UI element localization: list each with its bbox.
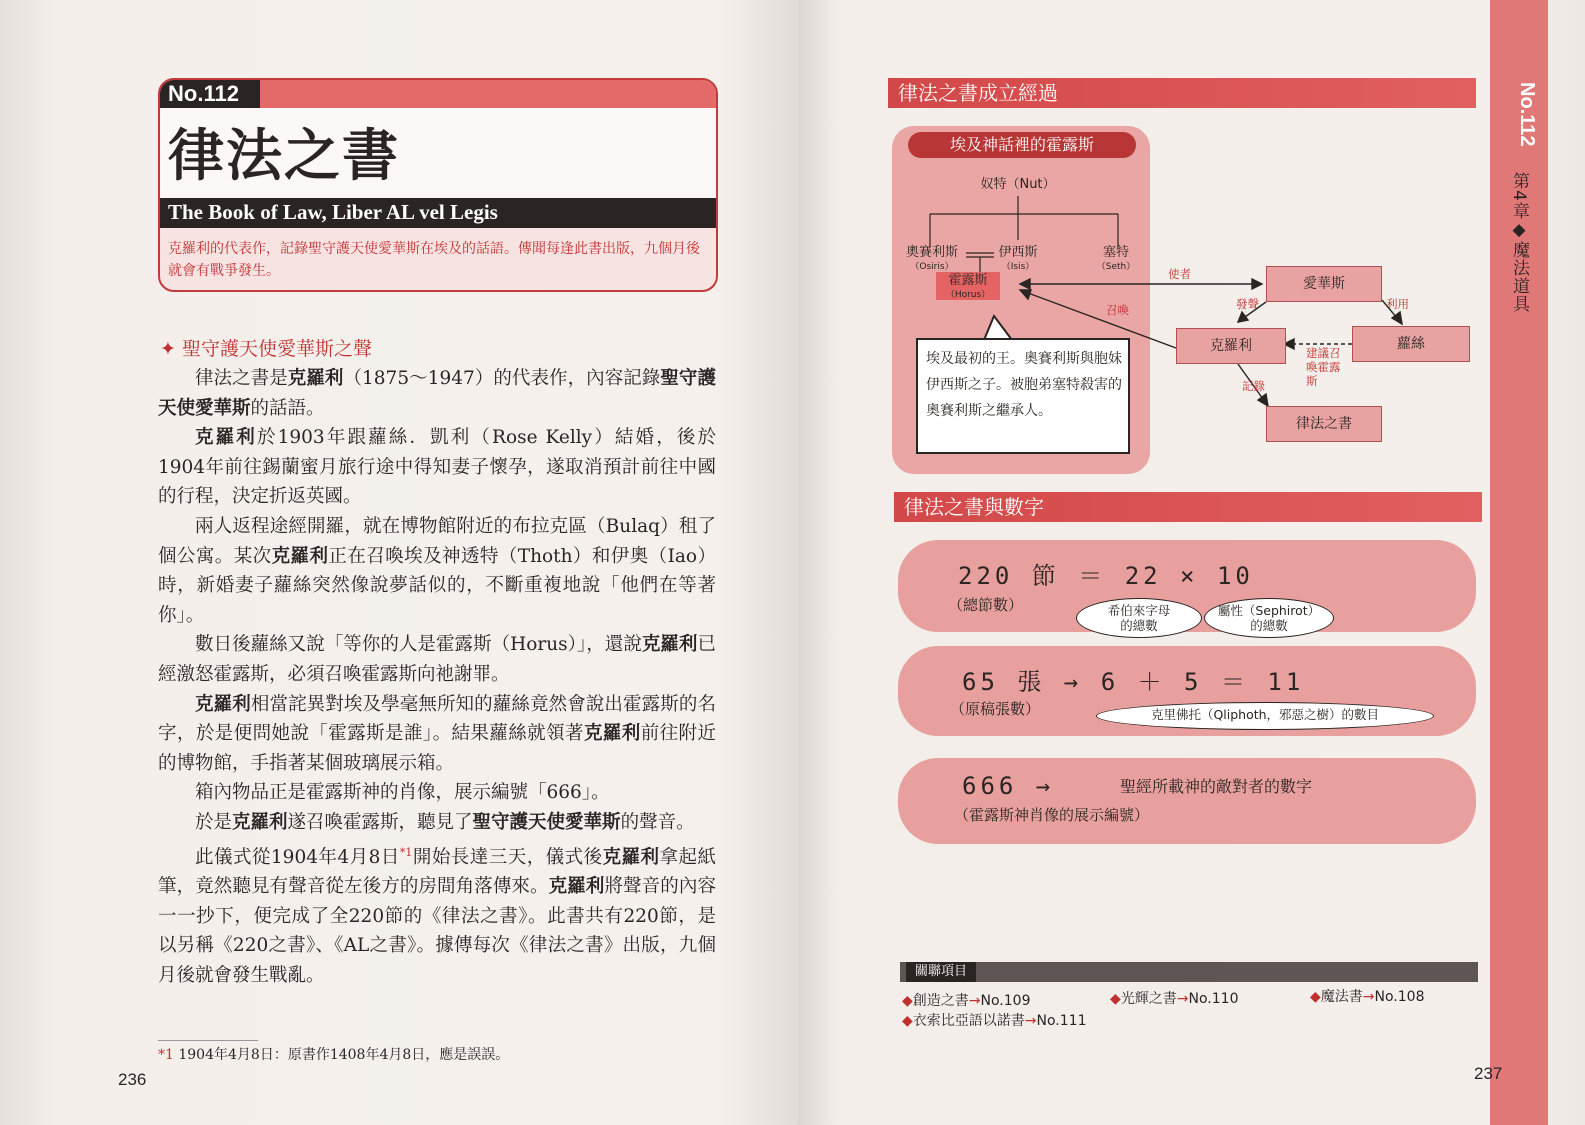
- oval-qliphoth: 克里佛托（Qliphoth，邪惡之樹）的數目: [1096, 702, 1434, 730]
- formula-666: 666 →: [962, 772, 1055, 800]
- footnote: *1 1904年4月8日：原書作1408年4月8日，應是誤誤。: [158, 1047, 510, 1063]
- note-220: （總節數）: [948, 596, 1024, 614]
- node-horus: 霍露斯 （Horus）: [945, 273, 991, 300]
- related-link-4[interactable]: ◆衣索比亞語以諾書→No.111: [902, 1013, 1087, 1029]
- footnote-rule: [158, 1040, 258, 1041]
- paragraph-3: 兩人返程途經開羅，就在博物館附近的布拉克區（Bulaq）租了個公寓。某次克羅利正在召喚埃及神透特（Thoth）和伊奧（Iao）時，新婚妻子蘿絲突然像說夢話似的，不斷重複地說「他們在等著你」。: [158, 515, 716, 626]
- page-title: 律法之書: [168, 124, 400, 189]
- formula-65: 65 張 → 6 ＋ 5 ＝ 11: [962, 668, 1305, 696]
- related-link-2[interactable]: ◆光輝之書→No.110: [1110, 991, 1239, 1007]
- horus-description: 埃及最初的王。奧賽利斯與胞妹伊西斯之子。被胞弟塞特殺害的奧賽利斯之繼承人。: [926, 351, 1122, 419]
- section-title-formation: 律法之書成立經過: [888, 78, 1476, 108]
- paragraph-8: 此儀式從1904年4月8日$^{*1}$開始長達三天，儀式後克羅利拿起紙筆，竟然聽見有聲音從左後方的房間角落傳來。克羅利將聲音的內容一一抄下，便完成了全220節的《律法之書》。此書共有220節，是以另稱《220之書》、《AL之書》。據傳每次《律法之書》出版，九個月後就會發生戰亂。: [158, 845, 716, 987]
- egypt-box-title: 埃及神話裡的霍露斯: [908, 132, 1136, 158]
- number-panel-666: [898, 758, 1476, 844]
- paragraph-6: 箱內物品正是霍露斯神的肖像，展示編號「666」。: [195, 782, 610, 804]
- node-crowley: 克羅利: [1176, 328, 1286, 364]
- header-accent-bar: [260, 80, 716, 108]
- node-osiris: 奧賽利斯 （Osiris）: [905, 245, 958, 272]
- body-text: [158, 364, 716, 991]
- formula-666-meaning: 聖經所載神的敵對者的數字: [1120, 777, 1313, 796]
- right-page: [798, 0, 1585, 1125]
- side-entry-number: No.112: [1516, 82, 1538, 147]
- node-seth: 塞特 （Seth）: [1096, 245, 1136, 272]
- page-number-left: 236: [118, 1070, 147, 1089]
- node-nut: 奴特（Nut）: [980, 177, 1056, 192]
- page-number-right: 237: [1474, 1064, 1503, 1083]
- page-subtitle: The Book of Law, Liber AL vel Legis: [168, 200, 498, 224]
- note-666: （霍露斯神肖像的展示編號）: [954, 806, 1150, 824]
- edge-label-use: 利用: [1386, 297, 1409, 311]
- related-link-3[interactable]: ◆魔法書→No.108: [1310, 989, 1425, 1005]
- paragraph-5: 克羅利相當詫異對埃及學毫無所知的蘿絲竟然會說出霍露斯的名字，於是便問她說「霍露斯是誰」。結果蘿絲就領著克羅利前往附近的博物館，手指著某個玻璃展示箱。: [158, 693, 716, 774]
- oval-sephirot: 屬性（Sephirot） 的總數: [1204, 598, 1334, 638]
- side-chapter-label: 第4章◆魔法道具: [1509, 172, 1529, 313]
- edge-label-speak: 發聲: [1236, 297, 1259, 311]
- related-items-bar: [900, 962, 1478, 982]
- footnote-ref: *1: [399, 845, 413, 859]
- formula-220: 220 節 ＝ 22 × 10: [958, 562, 1254, 590]
- entry-header-box: [158, 78, 718, 292]
- section-heading: ✦ 聖守護天使愛華斯之聲: [160, 338, 372, 360]
- node-isis: 伊西斯 （Isis）: [998, 245, 1038, 272]
- edge-label-summon: 召喚: [1106, 303, 1129, 317]
- paragraph-4: 數日後蘿絲又說「等你的人是霍露斯（Horus）」，還說克羅利已經激怒霍露斯，必須召喚霍露斯向祂謝罪。: [158, 634, 716, 685]
- oval-hebrew: 希伯來字母 的總數: [1076, 598, 1202, 638]
- related-link-1[interactable]: ◆創造之書→No.109: [902, 993, 1031, 1009]
- node-aiwass: 愛華斯: [1266, 266, 1382, 302]
- paragraph-2: 克羅利於1903年跟蘿絲．凱利（Rose Kelly）結婚，後於1904年前往錫蘭蜜月旅行途中得知妻子懷孕，遂取消預計前往中國的行程，決定折返英國。: [158, 427, 716, 508]
- edge-label-record: 記錄: [1242, 379, 1265, 393]
- edge-label-suggest: 建議召喚霍露斯: [1306, 346, 1341, 388]
- section-title-numbers: 律法之書與數字: [894, 492, 1482, 522]
- node-book: 律法之書: [1266, 406, 1382, 442]
- paragraph-7: 於是克羅利遂召喚霍露斯，聽見了聖守護天使愛華斯的聲音。: [195, 811, 695, 833]
- note-65: （原稿張數）: [950, 700, 1041, 718]
- paragraph-1: 律法之書是克羅利（1875～1947）的代表作，內容記錄聖守護天使愛華斯的話語。: [158, 368, 716, 419]
- related-items-title: 關聯項目: [906, 962, 976, 982]
- entry-summary: 克羅利的代表作，記錄聖守護天使愛華斯在埃及的話語。傳聞每逢此書出版，九個月後就會有戰爭發生。: [168, 241, 700, 279]
- node-rose: 蘿絲: [1352, 326, 1470, 362]
- edge-label-messenger: 使者: [1168, 267, 1191, 281]
- entry-number: No.112: [160, 80, 268, 108]
